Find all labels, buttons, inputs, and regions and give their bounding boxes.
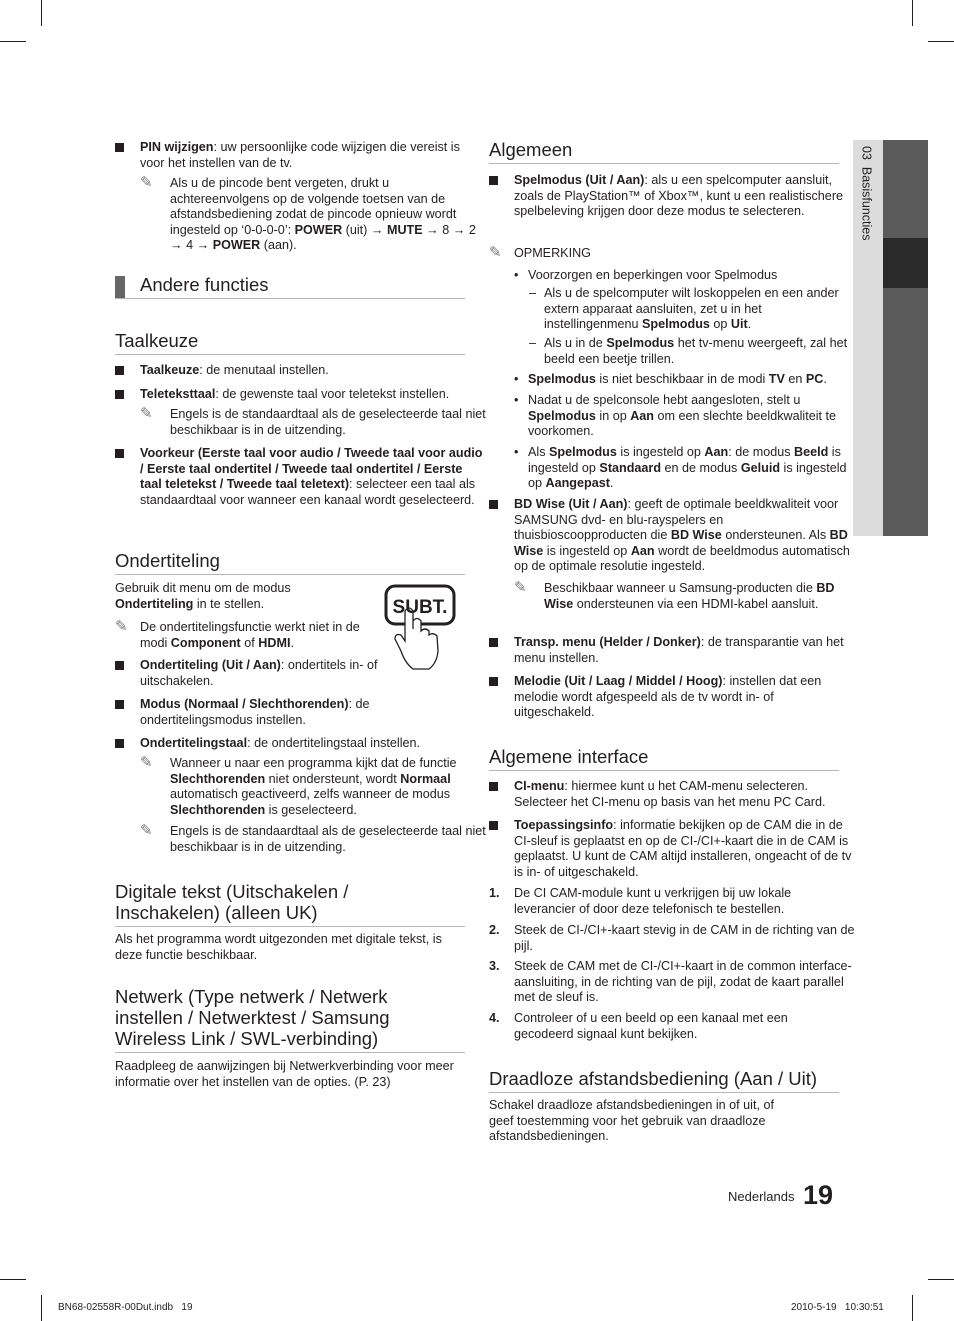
ondertitelingstaal-bullet: Ondertitelingstaal: de ondertitelingstaal instellen. (115, 736, 485, 752)
bd-wise-note: ✎ Beschikbaar wanneer u Samsung-producten die BD Wise ondersteunen via een HDMI-kabel aansluit. (514, 579, 835, 611)
subt-button-hand-icon (383, 583, 461, 673)
crop-mark (0, 41, 26, 42)
pin-bullet: PIN wijzigen: uw persoonlijke code wijzigen die vereist is voor het instellen van de tv. (115, 140, 485, 171)
opmerking-item: • Nadat u de spelconsole hebt aangesloten, stelt u Spelmodus in op Aan om een slechte beeldkwaliteit te voorkomen. (514, 393, 837, 438)
slechthorenden-note: ✎ Wanneer u naar een programma kijkt dat de functie Slechthorenden niet ondersteunt, wordt Normaal automatisch geactiveerd, zelfs wanneer de modus Slechthorenden is geselecteerd. (140, 754, 457, 817)
note-pencil-icon: ✎ (140, 822, 153, 839)
bullet-square-icon (115, 661, 124, 670)
bullet-square-icon (489, 500, 498, 509)
opmerking-item: • Spelmodus is niet beschikbaar in de modi TV en PC. (514, 372, 827, 386)
crop-mark (0, 1279, 26, 1280)
subt-button-label: SUBT. (392, 597, 448, 618)
bullet-square-icon (489, 176, 498, 185)
voorkeur-bullet: Voorkeur (Eerste taal voor audio / Tweede taal voor audio / Eerste taal ondertitel / Tweede taal ondertitel / Eerste taal teletekst / Tweede taal teletext): selecteer een taal als standaardtaal voor wanneer een kanaal wordt geselecteerd. (115, 446, 487, 508)
crop-mark (928, 1279, 954, 1280)
draadloze-heading: Draadloze afstandsbediening (Aan / Uit) (489, 1068, 839, 1093)
chapter-label: 03 Basisfuncties (859, 146, 874, 241)
opmerking-item: • Als Spelmodus is ingesteld op Aan: de modus Beeld is ingesteld op Standaard en de modus Geluid is ingesteld op Aangepast. (514, 445, 847, 490)
melodie-bullet: Melodie (Uit / Laag / Middel / Hoog): instellen dat een melodie wordt afgespeeld als de tv wordt in- of uitgeschakeld. (489, 674, 844, 721)
taalkeuze-bullet: Taalkeuze: de menutaal instellen. (115, 363, 485, 379)
crop-mark (41, 1295, 42, 1321)
note-pencil-icon: ✎ (514, 579, 527, 596)
bullet-square-icon (115, 366, 124, 375)
digitale-tekst-heading: Digitale tekst (Uitschakelen / Inschakelen) (alleen UK) (115, 881, 465, 927)
page-number: 19 (803, 1180, 834, 1210)
ondertiteling-intro: Gebruik dit menu om de modus Ondertiteling in te stellen. (115, 581, 291, 611)
pin-note: ✎ Als u de pincode bent vergeten, drukt u achtereenvolgens op de volgende toetsen van de afstandsbediening zodat de pincode opnieuw wordt ingesteld op ‘0-0-0-0’: POWER (uit) → MUTE → 8 → 2 → 4 → POWER (aan). (140, 174, 476, 252)
opmerking-item: • Voorzorgen en beperkingen voor Spelmodus (514, 268, 778, 282)
crop-mark (912, 1295, 913, 1321)
bullet-square-icon (115, 700, 124, 709)
crop-mark (912, 0, 913, 26)
opmerking-subitem: – Als u de spelcomputer wilt loskoppelen en een ander extern apparaat aansluiten, zet u in het instellingenmenu Spelmodus op Uit. (529, 286, 839, 331)
digitale-tekst-text: Als het programma wordt uitgezonden met digitale tekst, is deze functie beschikbaar. (115, 932, 442, 962)
modus-bullet: Modus (Normaal / Slechthorenden): de ondertitelingsmodus instellen. (115, 697, 485, 728)
teleteksttaal-note: ✎ Engels is de standaardtaal als de geselecteerde taal niet beschikbaar is in de uitzending. (140, 405, 486, 437)
opmerking-subitem: – Als u in de Spelmodus het tv-menu weergeeft, zal het beeld een beetje trillen. (529, 336, 848, 366)
transp-menu-bullet: Transp. menu (Helder / Donker): de transparantie van het menu instellen. (489, 635, 859, 666)
footer-date: 2010-5-19 10:30:51 (791, 1302, 884, 1313)
taalkeuze-heading: Taalkeuze (115, 330, 465, 355)
netwerk-text: Raadpleeg de aanwijzingen bij Netwerkverbinding voor meer informatie over het instellen van de opties. (P. 23) (115, 1059, 454, 1089)
step-item: 4. Controleer of u een beeld op een kanaal met een gecodeerd signaal kunt bekijken. (489, 1011, 788, 1041)
toepassingsinfo-bullet: Toepassingsinfo: informatie bekijken op de CAM die in de CI-sleuf is geplaatst en op de CI-/CI+-kaart die in de CAM is geplaatst. U kunt de CAM altijd installeren, ongeacht of de tv is in- of uitgeschakeld. (489, 818, 854, 880)
algemene-interface-heading: Algemene interface (489, 746, 839, 771)
bullet-square-icon (489, 638, 498, 647)
footer-file: BN68-02558R-00Dut.indb 19 (58, 1302, 193, 1313)
ondertiteling-note: ✎ De ondertitelingsfunctie werkt niet in de modi Component of HDMI. (115, 618, 360, 650)
spelmodus-bullet: Spelmodus (Uit / Aan): als u een spelcomputer aansluit, zoals de PlayStation™ of Xbox™, kunt u een realistischere spelbeleving krijgen door deze modus te selecteren. (489, 173, 854, 220)
engels-note: ✎ Engels is de standaardtaal als de geselecteerde taal niet beschikbaar is in de uitzending. (140, 822, 486, 854)
crop-mark (928, 41, 954, 42)
note-pencil-icon: ✎ (489, 244, 502, 261)
chapter-tab-dark (883, 140, 928, 536)
chapter-tab-marker (883, 238, 928, 288)
bullet-square-icon (489, 677, 498, 686)
note-pencil-icon: ✎ (140, 174, 153, 191)
algemeen-heading: Algemeen (489, 139, 839, 164)
footer-language: Nederlands (728, 1189, 795, 1204)
note-pencil-icon: ✎ (115, 618, 128, 635)
bullet-square-icon (115, 449, 124, 458)
netwerk-heading: Netwerk (Type netwerk / Netwerk instellen / Netwerktest / Samsung Wireless Link / SWL-verbinding) (115, 986, 465, 1053)
andere-functies-heading: Andere functies (115, 274, 465, 299)
step-item: 1. De CI CAM-module kunt u verkrijgen bij uw lokale leverancier of door deze telefonisch te bestellen. (489, 886, 792, 916)
draadloze-text: Schakel draadloze afstandsbedieningen in of uit, of geef toestemming voor het gebruik van draadloze afstandsbedieningen. (489, 1098, 774, 1143)
step-item: 2. Steek de CI-/CI+-kaart stevig in de CAM in de richting van de pijl. (489, 923, 855, 953)
bd-wise-bullet: BD Wise (Uit / Aan): geeft de optimale beeldkwaliteit voor SAMSUNG dvd- en blu-rayspelers en thuisbioscoopproducten die BD Wise ondersteunen. Als BD Wise is ingesteld op Aan wordt de beeldmodus automatisch op de optimale resolutie ingesteld. (489, 497, 859, 575)
bullet-square-icon (489, 821, 498, 830)
bullet-square-icon (489, 782, 498, 791)
step-item: 3. Steek de CAM met de CI-/CI+-kaart in de common interface-aansluiting, in de richting van de pijl, zodat de kaart parallel met de sleuf is. (489, 959, 852, 1004)
note-pencil-icon: ✎ (140, 754, 153, 771)
bullet-square-icon (115, 143, 124, 152)
ondertiteling-heading: Ondertiteling (115, 550, 465, 575)
bullet-square-icon (115, 739, 124, 748)
teleteksttaal-bullet: Teleteksttaal: de gewenste taal voor teletekst instellen. (115, 387, 485, 403)
bullet-square-icon (115, 390, 124, 399)
crop-mark (41, 0, 42, 26)
note-pencil-icon: ✎ (140, 405, 153, 422)
opmerking-label: ✎ OPMERKING (489, 244, 591, 261)
ondertiteling-uitaan-bullet: Ondertiteling (Uit / Aan): ondertitels in- of uitschakelen. (115, 658, 385, 689)
ci-menu-bullet: CI-menu: hiermee kunt u het CAM-menu selecteren. Selecteer het CI-menu op basis van het menu PC Card. (489, 779, 859, 810)
